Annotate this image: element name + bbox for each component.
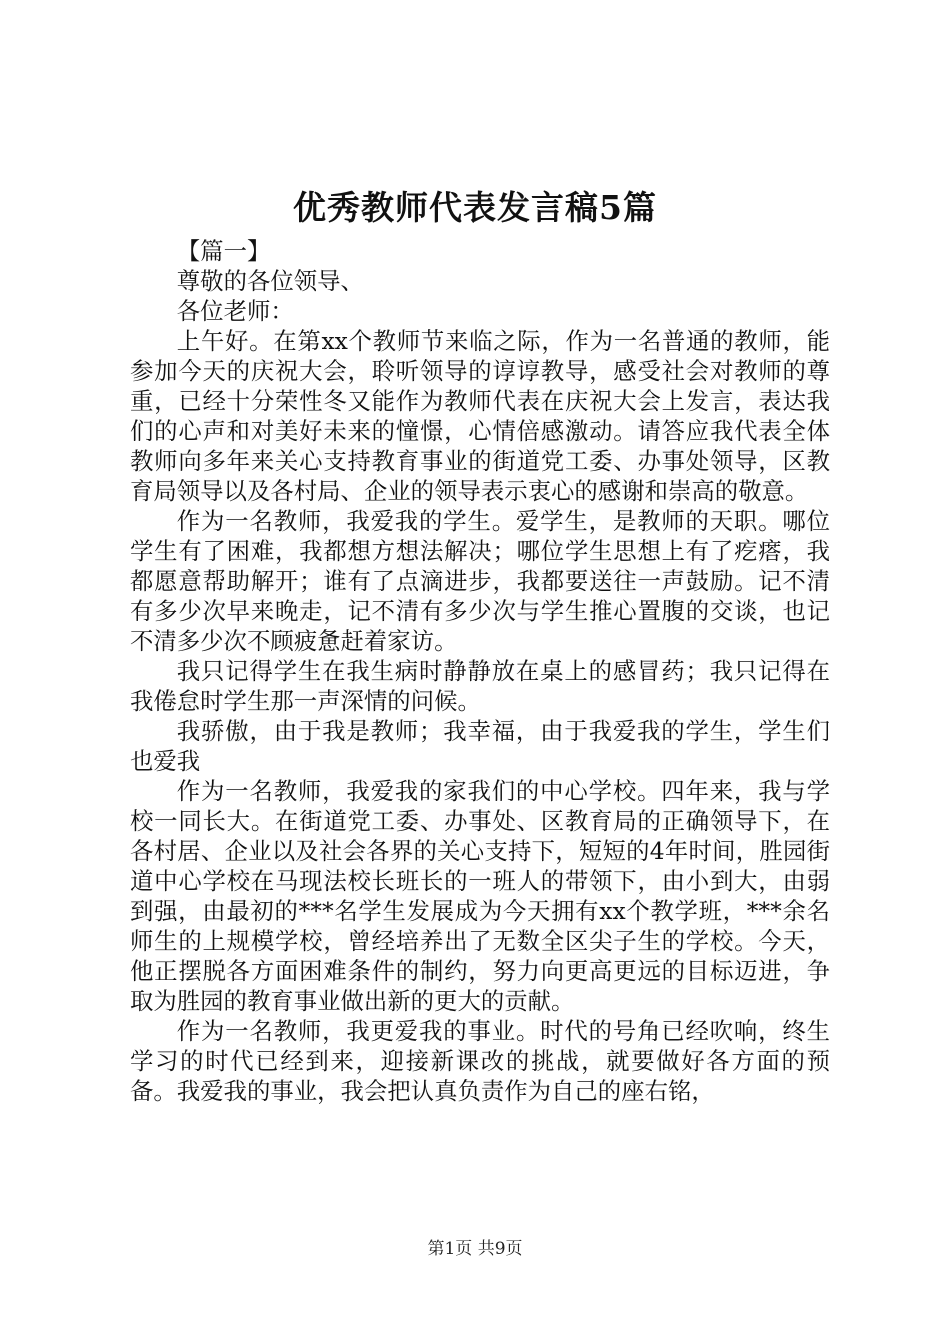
salutation-line-1: 尊敬的各位领导、	[176, 267, 364, 295]
paragraph: 作为一名教师，我更爱我的事业。时代的号角已经吹响，终生学习的时代已经到来，迎接新课改的挑战，就要做好各方面的预备。我爱我的事业，我会把认真负责作为自己的座右铭，	[130, 1017, 830, 1105]
paragraph: 作为一名教师，我爱我的家我们的中心学校。四年来，我与学校一同长大。在街道党工委、办事处、区教育局的正确领导下，在各村居、企业以及社会各界的关心支持下，短短的4年时间，胜园街道中心学校在马现法校长班长的一班人的带领下，由小到大，由弱到强，由最初的***名学生发展成为今天拥有xx个教学班，***余名师生的上规模学校，曾经培养出了无数全区尖子生的学校。今天，他正摆脱各方面困难条件的制约，努力向更高更远的目标迈进，争取为胜园的教育事业做出新的更大的贡献。	[130, 777, 830, 1015]
paragraph: 我只记得学生在我生病时静静放在桌上的感冒药；我只记得在我倦怠时学生那一声深情的问候。	[130, 657, 830, 715]
paragraph: 我骄傲，由于我是教师；我幸福，由于我爱我的学生，学生们也爱我	[130, 717, 830, 775]
paragraph: 上午好。在第xx个教师节来临之际，作为一名普通的教师，能参加今天的庆祝大会，聆听领导的谆谆教导，感受社会对教师的尊重，已经十分荣性冬又能作为教师代表在庆祝大会上发言，表达我们的心声和对美好未来的憧憬，心情倍感激动。请答应我代表全体教师向多年来关心支持教育事业的街道党工委、办事处领导，区教育局领导以及各村局、企业的领导表示衷心的感谢和崇高的敬意。	[130, 327, 830, 505]
page-footer: 第1页 共9页	[427, 1239, 523, 1259]
paragraph: 作为一名教师，我爱我的学生。爱学生，是教师的天职。哪位学生有了困难，我都想方想法解决；哪位学生思想上有了疙瘩，我都愿意帮助解开；谁有了点滴进步，我都要送往一声鼓励。记不清有多少次早来晚走，记不清有多少次与学生推心置腹的交谈，也记不清多少次不顾疲惫赶着家访。	[130, 507, 830, 655]
salutation-line-2: 各位老师：	[176, 297, 294, 325]
section-heading: 【篇一】	[176, 237, 271, 265]
document-title: 优秀教师代表发言稿5篇	[293, 188, 657, 227]
document-body	[130, 236, 830, 1106]
